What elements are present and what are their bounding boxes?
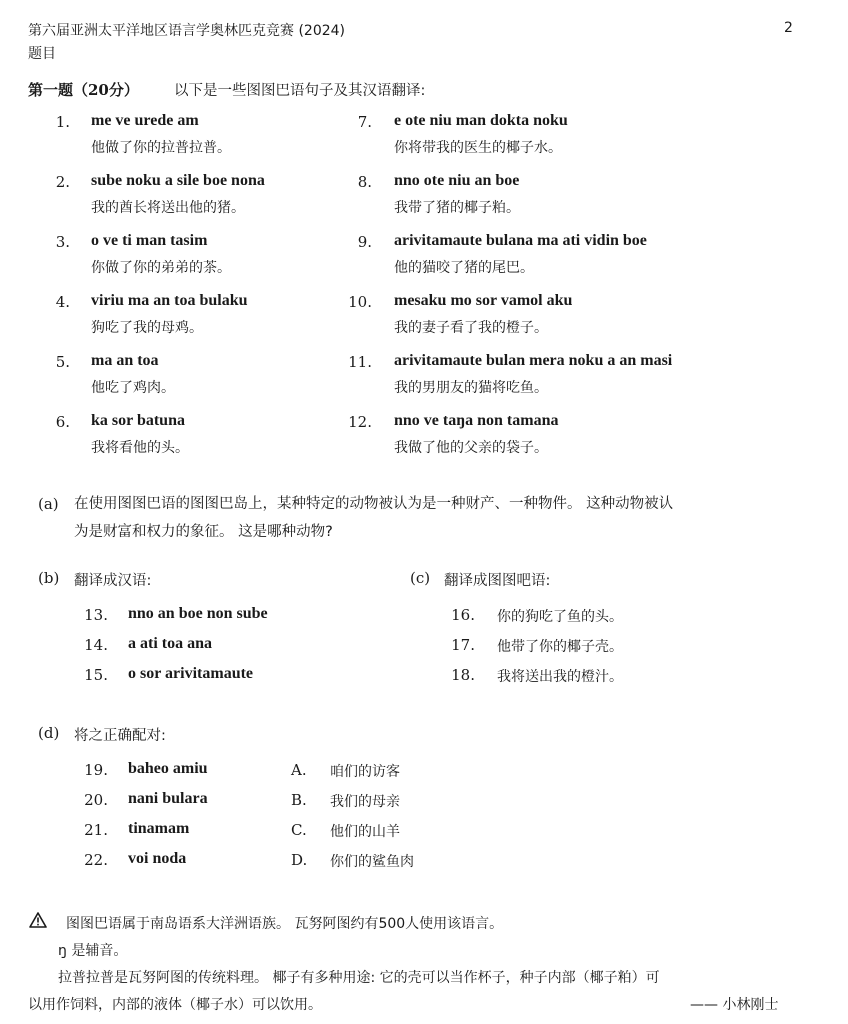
part-d-match: 你们的鲨鱼肉 (330, 854, 414, 870)
sentence-number: 1. (55, 113, 70, 131)
sentence-tutuba: nno ve taŋa non tamana (394, 412, 559, 429)
sentence-tutuba: o ve ti man tasim (91, 232, 208, 249)
part-d-phrase: baheo amiu (128, 760, 208, 777)
competition-title: 第六届亚洲太平洋地区语言学奥林匹克竞赛 (2024) (28, 23, 346, 39)
part-b-sentence: o sor arivitamaute (128, 665, 254, 682)
part-c-sentence: 你的狗吃了鱼的头。 (497, 609, 623, 625)
part-c-sentence: 他带了你的椰子壳。 (497, 639, 623, 655)
note-laplap-line-1: 拉普拉普是瓦努阿图的传统料理。 椰子有多种用途: 它的壳可以当作杯子，种子内部（椰子粕）可 (58, 970, 660, 986)
part-a-line-1: 在使用图图巴语的图图巴岛上，某种特定的动物被认为是一种财产、一种物件。 这种动物被认 (74, 496, 674, 512)
section-label: 题目 (28, 46, 56, 62)
problem-intro: 以下是一些图图巴语句子及其汉语翻译: (174, 83, 426, 99)
author-credit: —— 小林刚士 (690, 997, 779, 1013)
problem-title: 第一题（20分） (28, 81, 139, 99)
sentence-number: 9. (357, 233, 372, 251)
sentence-tutuba: viriu ma an toa bulaku (91, 292, 248, 309)
sentence-tutuba: arivitamaute bulan mera noku a an masi (394, 352, 673, 369)
part-a-label: (a) (38, 495, 59, 513)
part-d-match: 我们的母亲 (330, 794, 400, 810)
part-d-title: 将之正确配对: (74, 728, 166, 744)
part-a-line-2: 为是财富和权力的象征。 这是哪种动物? (74, 524, 333, 540)
sentence-number: 12. (348, 413, 372, 431)
part-d-label: (d) (38, 724, 60, 742)
sentence-tutuba: arivitamaute bulana ma ati vidin boe (394, 232, 647, 249)
part-d-match: 咱们的访客 (330, 764, 400, 780)
sentence-number: 8. (357, 173, 372, 191)
sentence-tutuba: ka sor batuna (91, 412, 185, 429)
sentence-translation: 他做了你的拉普拉普。 (91, 140, 231, 156)
sentence-tutuba: ma an toa (91, 352, 159, 369)
part-b-number: 13. (84, 606, 108, 624)
part-c-number: 16. (451, 606, 475, 624)
sentence-number: 11. (348, 353, 372, 371)
part-c-sentence: 我将送出我的橙汁。 (497, 669, 623, 685)
part-d-number: 21. (84, 821, 108, 839)
part-c-label: (c) (410, 569, 431, 587)
part-d-phrase: voi noda (128, 850, 187, 867)
sentence-translation: 我的男朋友的猫将吃鱼。 (394, 380, 548, 396)
part-d-number: 20. (84, 791, 108, 809)
part-b-title: 翻译成汉语: (74, 573, 152, 589)
sentence-translation: 我的酋长将送出他的猪。 (91, 200, 245, 216)
part-d-letter: C. (291, 821, 307, 839)
part-d-phrase: tinamam (128, 820, 190, 837)
part-d-phrase: nani bulara (128, 790, 208, 807)
sentence-translation: 我的妻子看了我的橙子。 (394, 320, 548, 336)
note-language-family: 图图巴语属于南岛语系大洋洲语族。 瓦努阿图约有500人使用该语言。 (66, 916, 504, 932)
sentence-translation: 他吃了鸡肉。 (91, 380, 175, 396)
part-d-number: 19. (84, 761, 108, 779)
part-c-title: 翻译成图图吧语: (444, 573, 551, 589)
sentence-translation: 我带了猪的椰子粕。 (394, 200, 520, 216)
sentence-number: 7. (357, 113, 372, 131)
sentence-number: 5. (55, 353, 70, 371)
sentence-tutuba: mesaku mo sor vamol aku (394, 292, 573, 309)
part-d-letter: B. (291, 791, 307, 809)
warning-triangle-icon (29, 912, 47, 928)
part-c-number: 17. (451, 636, 475, 654)
part-b-number: 14. (84, 636, 108, 654)
part-b-sentence: a ati toa ana (128, 635, 212, 652)
note-laplap-line-2: 以用作饲料，内部的液体（椰子水）可以饮用。 (28, 997, 322, 1013)
sentence-translation: 他的猫咬了猪的尾巴。 (394, 260, 534, 276)
part-b-sentence: nno an boe non sube (128, 605, 268, 622)
part-d-letter: A. (291, 761, 307, 779)
sentence-tutuba: nno ote niu an boe (394, 172, 520, 189)
sentence-translation: 你做了你的弟弟的茶。 (91, 260, 231, 276)
sentence-number: 3. (55, 233, 70, 251)
sentence-translation: 我将看他的头。 (91, 440, 189, 456)
sentence-translation: 狗吃了我的母鸡。 (91, 320, 203, 336)
part-b-label: (b) (38, 569, 60, 587)
part-d-number: 22. (84, 851, 108, 869)
sentence-number: 2. (55, 173, 70, 191)
sentence-translation: 你将带我的医生的椰子水。 (394, 140, 562, 156)
page-number: 2 (784, 20, 793, 36)
part-b-number: 15. (84, 666, 108, 684)
sentence-number: 6. (55, 413, 70, 431)
sentence-number: 4. (55, 293, 70, 311)
sentence-translation: 我做了他的父亲的袋子。 (394, 440, 548, 456)
sentence-tutuba: sube noku a sile boe nona (91, 172, 265, 189)
sentence-tutuba: me ve urede am (91, 112, 199, 129)
sentence-tutuba: e ote niu man dokta noku (394, 112, 568, 129)
part-d-letter: D. (291, 851, 308, 869)
part-c-number: 18. (451, 666, 475, 684)
part-d-match: 他们的山羊 (330, 824, 400, 840)
note-consonant: ŋ 是辅音。 (58, 943, 128, 959)
sentence-number: 10. (348, 293, 372, 311)
